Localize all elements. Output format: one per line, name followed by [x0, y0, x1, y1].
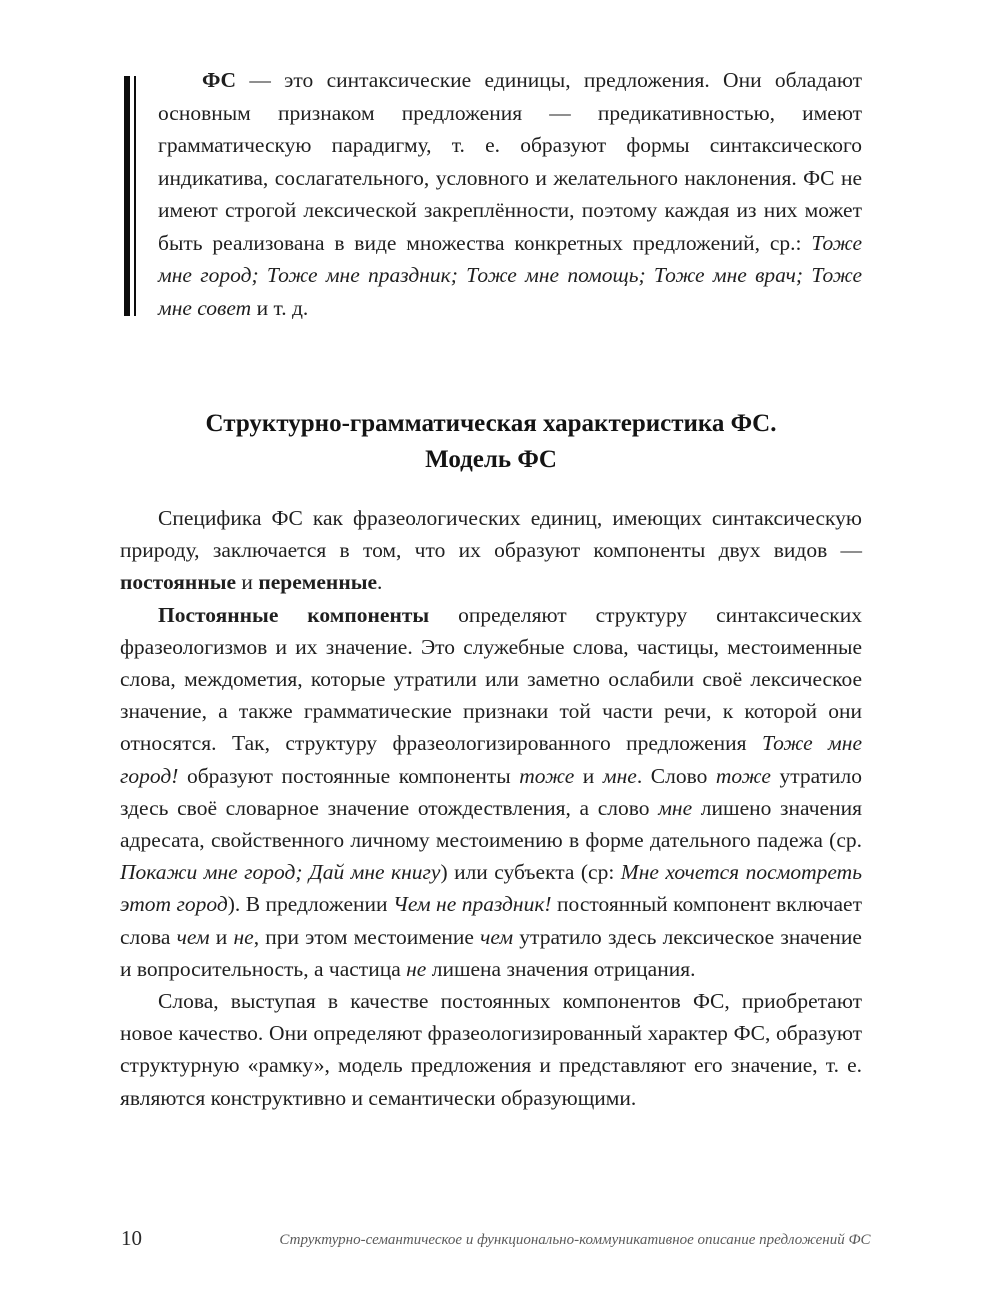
section-heading-line1: Структурно-грамматическая характеристика ФС.: [205, 410, 777, 437]
paragraph-1: Специфика ФС как фразеологических единиц, имеющих синтаксическую природу, заключается в том, что их образуют компоненты двух видов — постоянные и переменные.: [120, 506, 862, 595]
paragraph-2: Постоянные компоненты определяют структуру синтаксических фразеологизмов и их значение. Это служебные слова, частицы, местоименные слова, междометия, которые утратили или заметно ослабили своё лексическое значение, а также грамматические признаки той части речи, к которой они относятся. Так, структуру фразеологизированного предложения Тоже мне город! образуют постоянные компоненты тоже и мне. Слово тоже утратило здесь своё словарное значение отождествления, а слово мне лишено значения адресата, свойственного личному местоимению в форме дательного падежа (ср. Покажи мне город; Дай мне книгу) или субъекта (ср: Мне хочется посмотреть этот город). В предложении Чем не праздник! постоянный компонент включает слова чем и не, при этом местоимение чем утратило здесь лексическое значение и вопросительность, а частица не лишена значения отрицания.: [120, 602, 862, 981]
quote-rule-thin: [134, 76, 136, 316]
running-title: Структурно-семантическое и функционально-коммуникативное описание предложений ФС: [279, 1232, 871, 1248]
paragraph-3: Слова, выступая в качестве постоянных компонентов ФС, приобретают новое качество. Они определяют фразеологизированный характер ФС, образуют структурную «рамку», модель предложения и представляют его значение, т. е. являются конструктивно и семантически образующими.: [120, 989, 862, 1110]
quote-rule-thick: [124, 76, 130, 316]
page-footer: [0, 1222, 1000, 1262]
section-heading: [120, 406, 862, 478]
body-text: [120, 502, 862, 1114]
section-heading-line2: Модель ФС: [425, 446, 557, 473]
quote-text: ФС — это синтаксические единицы, предложения. Они обладают основным признаком предложения — предикативностью, имеют грамматическую парадигму, т. е. образуют формы синтаксического индикатива, сослагательного, условного и желательного наклонения. ФС не имеют строгой лексической закреплённости, поэтому каждая из них может быть реализована в виде множества конкретных предложений, ср.: Тоже мне город; Тоже мне праздник; Тоже мне помощь; Тоже мне врач; Тоже мне совет и т. д.: [158, 68, 862, 320]
block-quote: [124, 64, 862, 324]
page-number: 10: [121, 1226, 142, 1250]
